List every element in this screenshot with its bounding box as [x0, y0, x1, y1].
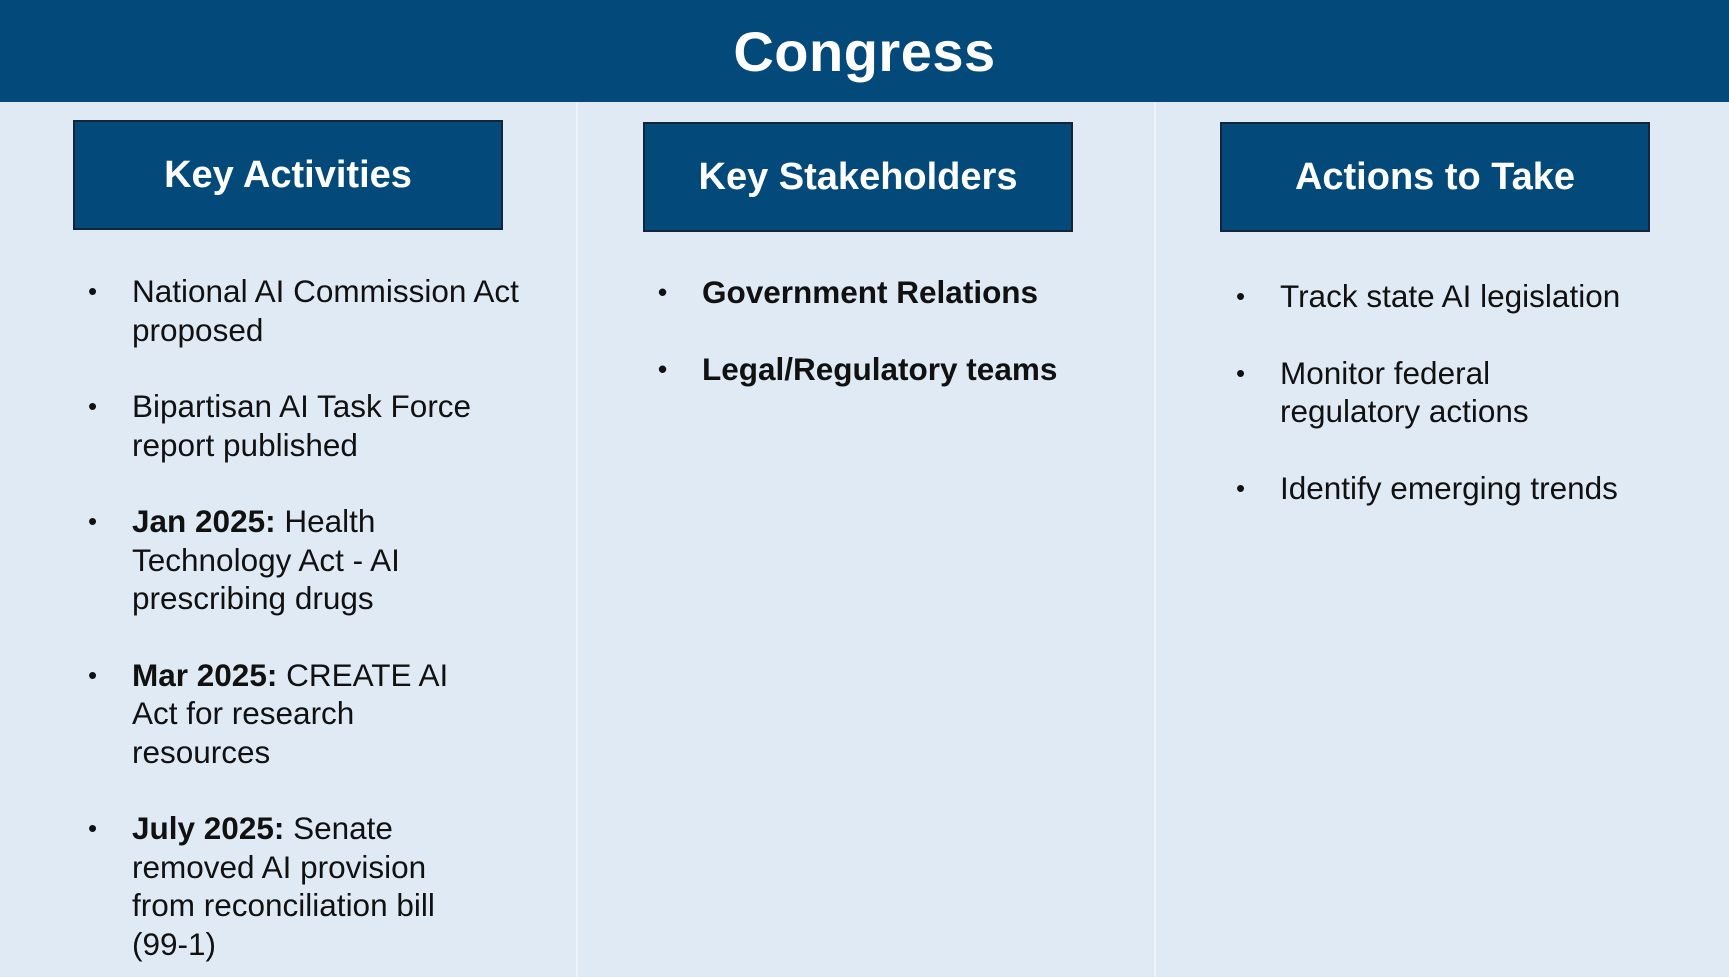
- page-title: Congress: [733, 19, 996, 83]
- column-key-activities: [0, 102, 576, 977]
- list-item: • July 2025: Senate removed AI provision from reconciliation bill (99-1): [88, 809, 492, 963]
- list-item: • National AI Commission Act proposed: [88, 272, 548, 349]
- list-item: • Monitor federal regulatory actions: [1236, 354, 1600, 431]
- list-item: • Bipartisan AI Task Force report published: [88, 387, 548, 464]
- activities-list: [88, 272, 548, 963]
- list-item: • Mar 2025: CREATE AI Act for research resources: [88, 656, 462, 772]
- column-header-label: Key Stakeholders: [698, 155, 1018, 198]
- column-header-label: Actions to Take: [1294, 155, 1576, 198]
- list-item: • Legal/Regulatory teams: [658, 350, 1138, 389]
- title-bar: [0, 0, 1729, 102]
- column-header-label: Key Activities: [164, 153, 412, 196]
- column-header: [1220, 122, 1650, 232]
- list-item: • Jan 2025: Health Technology Act - AI prescribing drugs: [88, 502, 432, 618]
- stakeholders-list: [658, 273, 1138, 388]
- column-actions-to-take: [1156, 102, 1729, 977]
- list-item: • Track state AI legislation: [1236, 277, 1676, 316]
- list-item: • Identify emerging trends: [1236, 469, 1676, 508]
- list-item: • Government Relations: [658, 273, 1138, 312]
- column-header: [73, 120, 503, 230]
- column-header: [643, 122, 1073, 232]
- actions-list: [1236, 277, 1676, 507]
- column-key-stakeholders: [578, 102, 1154, 977]
